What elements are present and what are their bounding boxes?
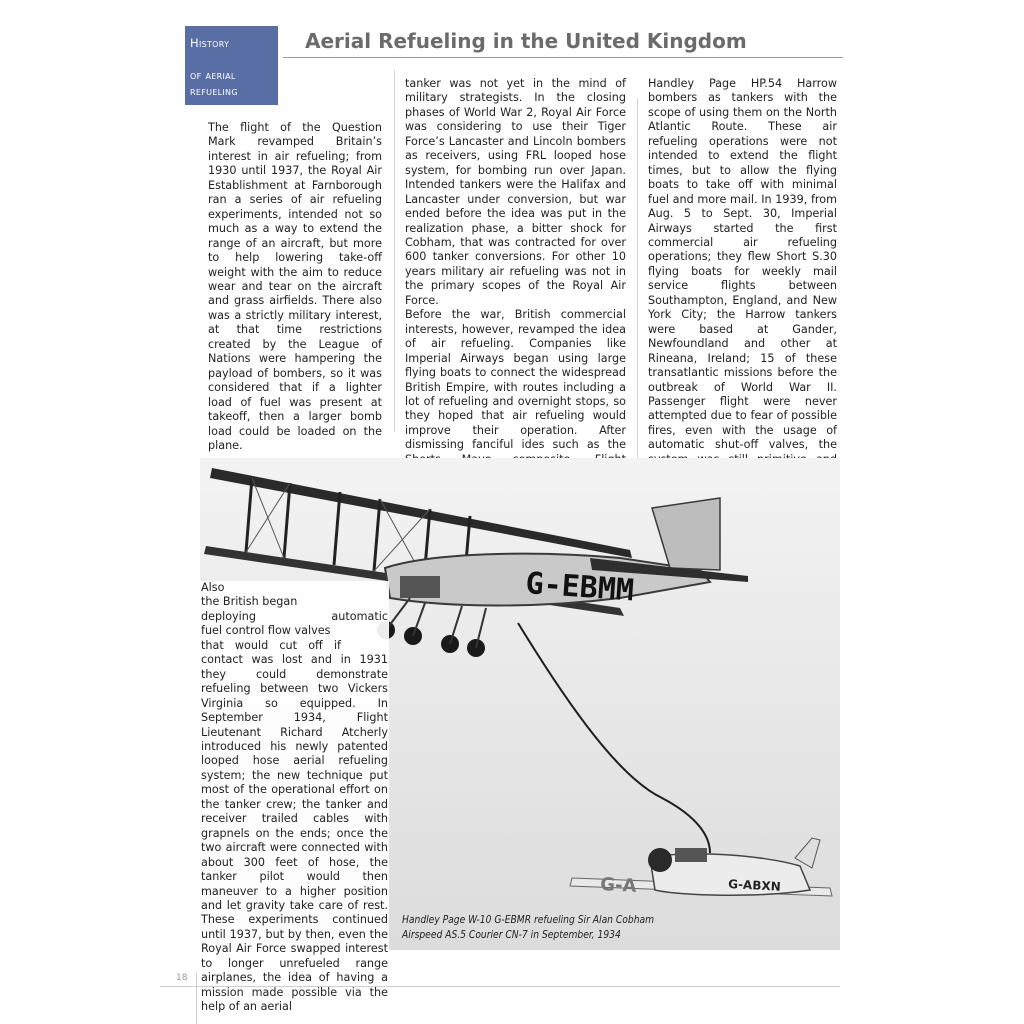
tanker-registration: G-EBMM bbox=[524, 566, 635, 609]
column-3 bbox=[648, 77, 837, 496]
page-number: 18 bbox=[176, 973, 188, 983]
section-tag-line: of aerial bbox=[190, 68, 236, 82]
receiver-wing-marks: G-A bbox=[599, 874, 637, 897]
photo-caption bbox=[402, 913, 654, 943]
paragraph: Handley Page HP.54 Harrow bombers as tankers with the scope of using them on the North Atlantic Route. These air refueling operations were not intended to extend the flight times, but to allow the flying boats to take off with minimal fuel and more mail. In 1939, from Aug. 5 to Sept. 30, Imperial Airways started the first commercial air refueling operations; they flew Short S.30 flying boats for weekly mail service flights between Southampton, England, and New York City; the Harrow tankers were based at Gander, Newfoundland and other at Rineana, Ireland; 15 of these transatlantic missions before the outbreak of World War II. Passenger flight were never attempted due to fear of possible fires, even with the usage of automatic shut-off valves, the bbox=[648, 77, 837, 452]
column-2 bbox=[405, 77, 626, 496]
footer-divider bbox=[196, 972, 197, 1024]
column-divider bbox=[637, 98, 638, 458]
section-tag-line: refueling bbox=[190, 84, 238, 98]
paragraph: Before the war, British commercial interests, however, revamped the idea of air refueling. Companies like Imperial Airways began using large flying boats to connect the widespread British Empire, with routes including a lot of refueling and overnight stops, so they hoped that air refueling would improve their operation. After dismissing fanciful ides such as the bbox=[405, 308, 626, 452]
text-line: fuel control flow valves bbox=[201, 624, 331, 638]
column-divider bbox=[394, 70, 395, 432]
text-line: the British began bbox=[201, 595, 298, 609]
footer-rule bbox=[160, 986, 840, 987]
text-line: deploying automatic bbox=[201, 609, 388, 623]
section-tag bbox=[185, 26, 278, 105]
paragraph: The flight of the Question Mark revamped Britain’s interest in air refueling; from 1930 until 1937, the Royal Air Establishment at Farnborough ran a series of air refueling experiments, intended not so much as a way to extend the range of an aircraft, but more to help lowering take-off weight with the aim to reduce wear and tear on the aircraft and grass airfields. There also was a strictly military interest, at that time restrictions created by the League of Nations were hampering the payload of bombers, so it was considered that if a lighter load of fuel was present at takeoff, then a larger bomb load could be loaded on the plane. bbox=[208, 121, 382, 452]
paragraph: contact was lost and in 1931 they could demonstrate refueling between two Vickers Virginia so equipped. In September 1934, Flight Lieutenant Richard Atcherly introduced his newly patented looped hose aerial refueling system; the new technique put most of the operational effort on the tanker crew; the tanker and receiver trailed cables with grapnels on the ends; once the two aircraft were connected with about 300 feet of hose, the tanker pilot would then maneuver to a higher position and let gravity take care of rest. These experiments continued until 1937, but by then, even the Royal Air Force swapped interest to longer unrefueled range airplanes, the idea of having a mission made possible via the help of an aerial bbox=[201, 653, 388, 1014]
paragraph: tanker was not yet in the mind of military strategists. In the closing phases of World War 2, Royal Air Force was considering to use their Tiger Force’s Lancaster and Lincoln bombers as receivers, using FRL looped hose system, for bombing run over Japan. Intended tankers were the Halifax and Lancaster under conversion, but war ended before the idea was put in the realization phase, a bitter shock for Cobham, that was contracted for over 600 tanker conversions. For other 10 years military air refueling was not in the primary scopes of the Royal Air Force. bbox=[405, 77, 626, 307]
overlay-text-block bbox=[200, 581, 389, 1015]
caption-line: Handley Page W-10 G-EBMR refueling Sir Alan Cobham bbox=[402, 915, 655, 926]
title-rule bbox=[283, 57, 843, 58]
page-title: Aerial Refueling in the United Kingdom bbox=[305, 29, 747, 53]
text-line: Also bbox=[201, 581, 225, 594]
receiver-registration: G-ABXN bbox=[727, 877, 782, 894]
text-line: that would cut off if bbox=[201, 638, 341, 652]
column-1 bbox=[208, 121, 382, 453]
caption-line: Airspeed AS.5 Courier CN-7 in September, 1934 bbox=[402, 930, 621, 941]
section-tag-line: History bbox=[190, 36, 230, 50]
